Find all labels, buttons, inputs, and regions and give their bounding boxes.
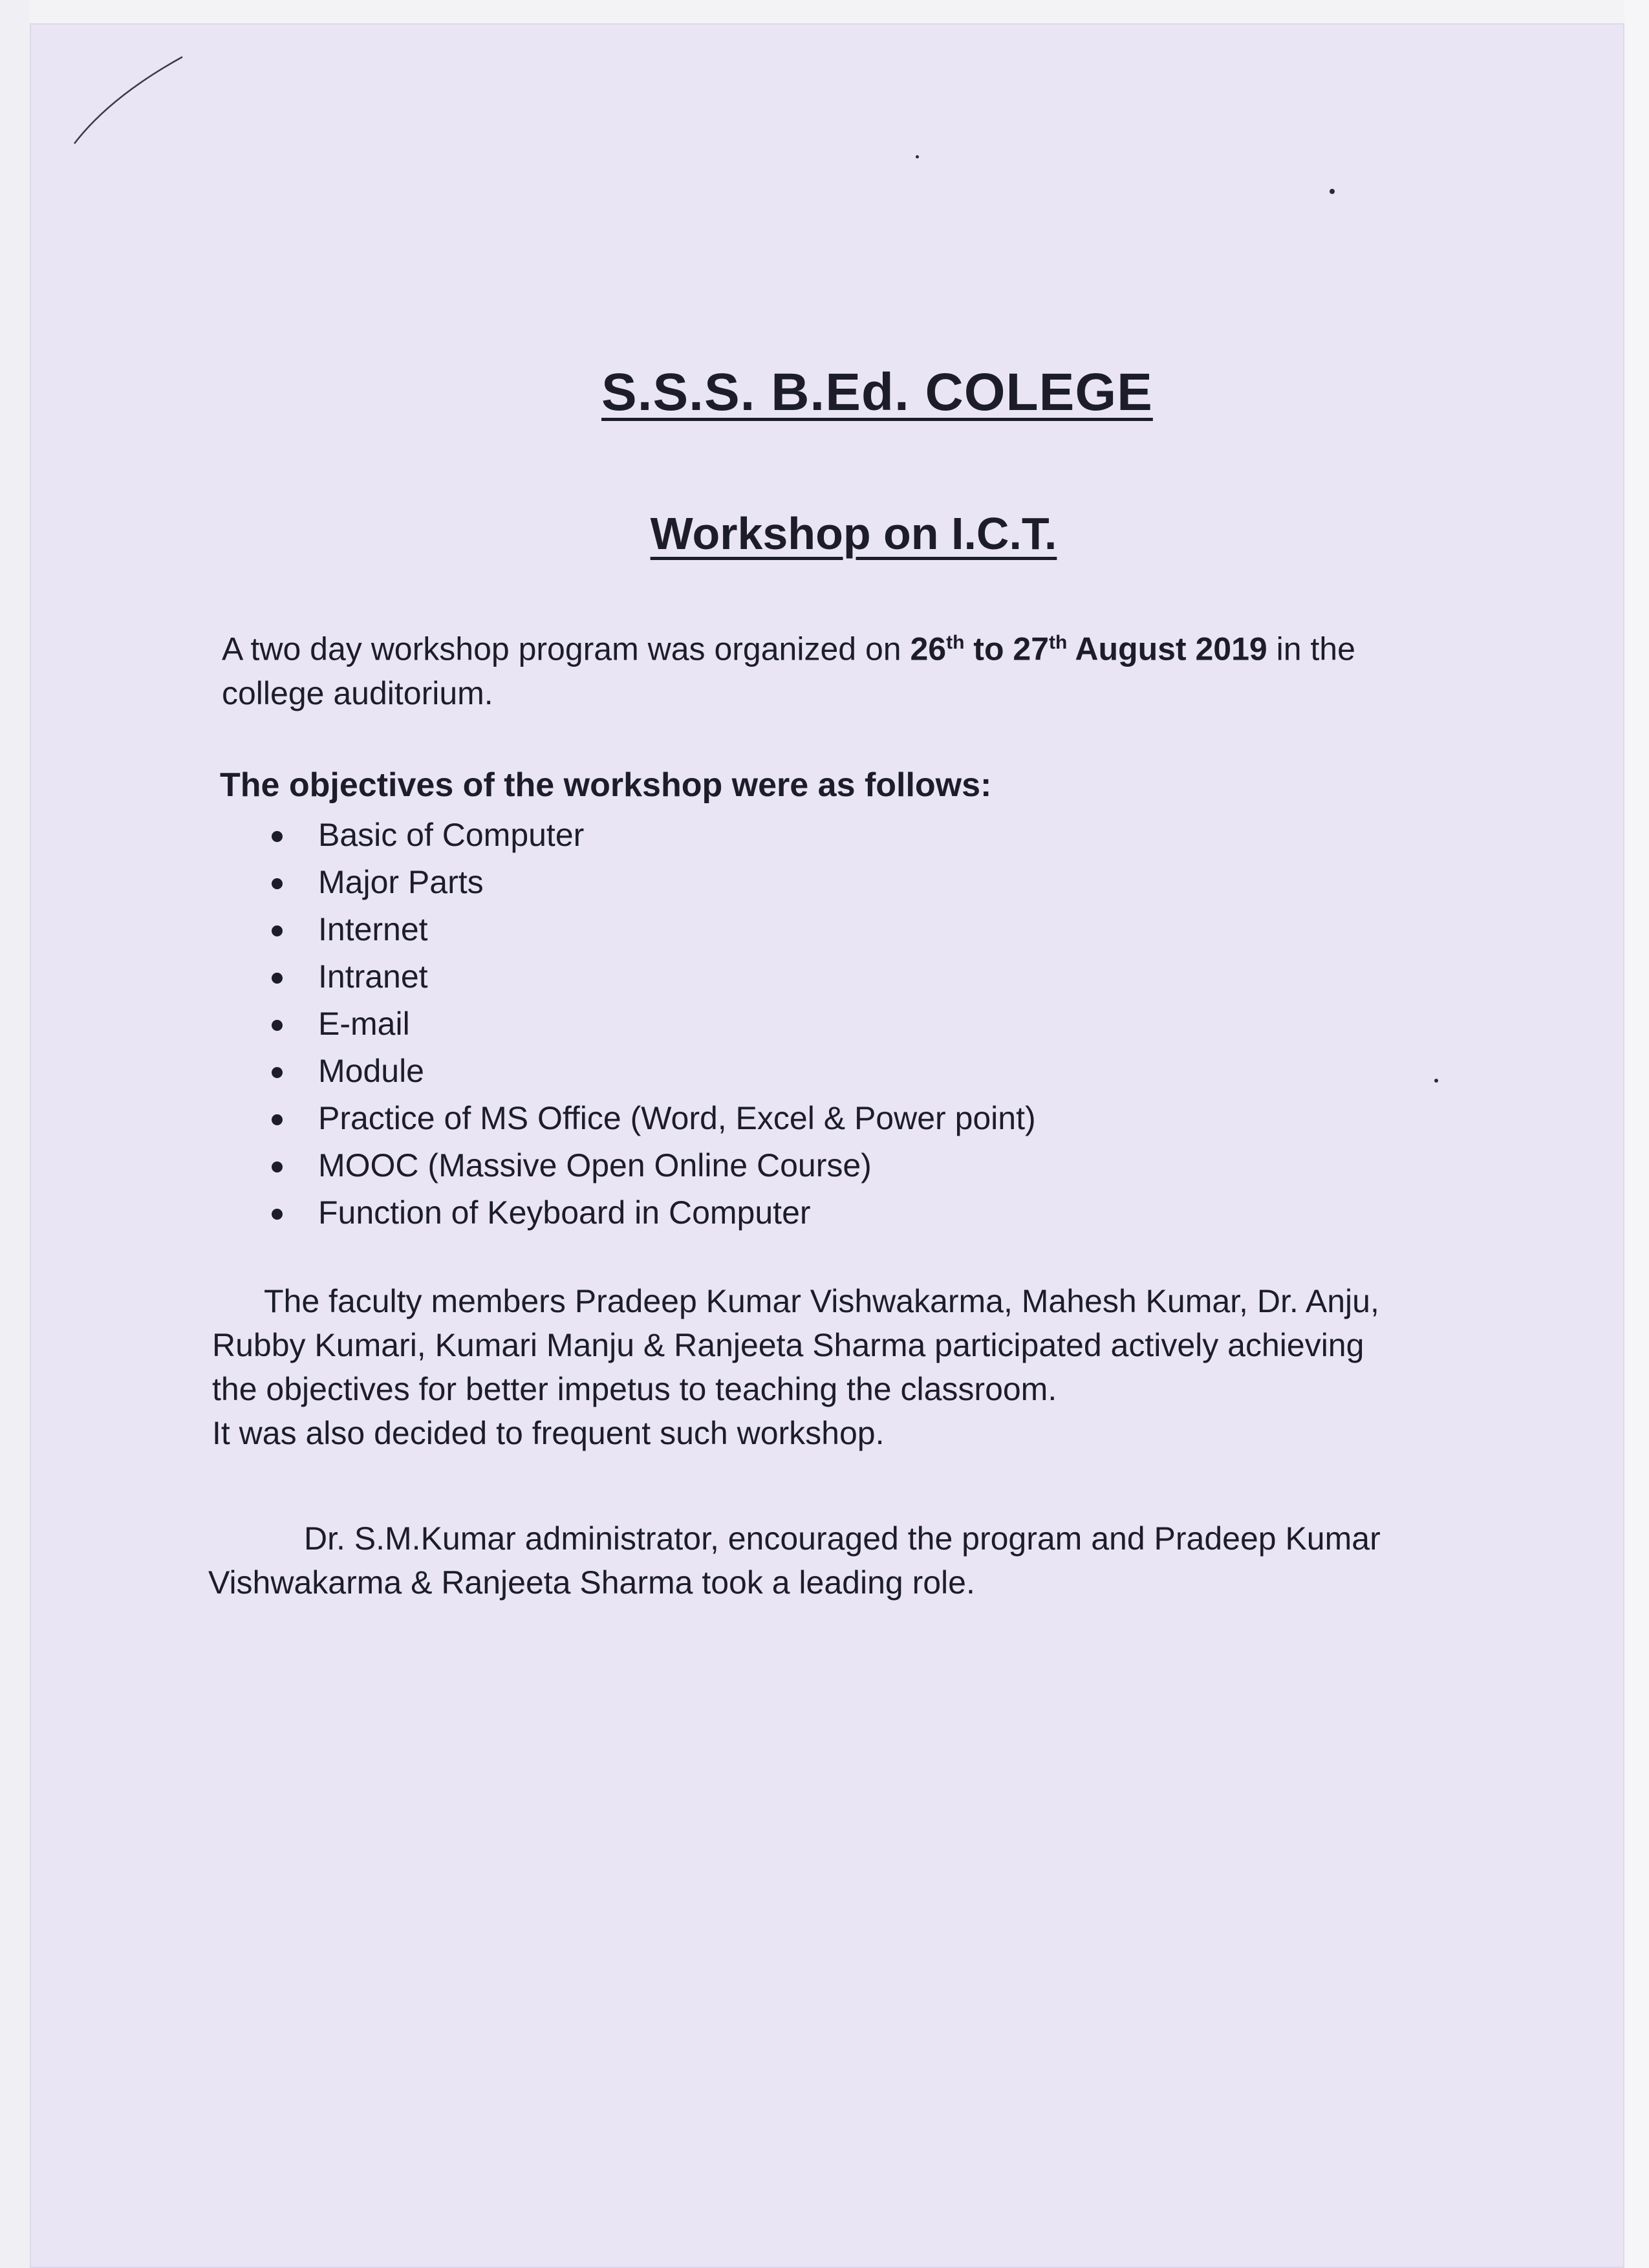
list-item: Basic of Computer (259, 812, 1036, 859)
list-item: E-mail (259, 1000, 1036, 1048)
ink-speck (1434, 1079, 1438, 1083)
faculty-line: It was also decided to frequent such workshop. (212, 1415, 885, 1451)
list-item: Major Parts (259, 859, 1036, 906)
objectives-list (259, 812, 1036, 1237)
month-year: August 2019 (1067, 631, 1267, 667)
college-name-heading: S.S.S. B.Ed. COLEGE (601, 363, 1153, 422)
intro-line-1 (222, 621, 1355, 671)
list-item: MOOC (Massive Open Online Course) (259, 1142, 1036, 1189)
start-day-suffix: th (946, 632, 965, 653)
faculty-line: Rubby Kumari, Kumari Manju & Ranjeeta Sharma participated actively achieving (212, 1327, 1364, 1363)
faculty-paragraph (212, 1279, 1379, 1455)
start-day: 26 (910, 631, 947, 667)
objectives-heading: The objectives of the workshop were as follows: (220, 766, 992, 804)
list-item: Practice of MS Office (Word, Excel & Power point) (259, 1095, 1036, 1142)
intro-text-before: A two day workshop program was organized on (222, 631, 911, 667)
admin-line: Vishwakarma & Ranjeeta Sharma took a leading role. (208, 1564, 975, 1601)
list-item: Module (259, 1048, 1036, 1095)
ink-speck (916, 155, 919, 158)
list-item: Intranet (259, 953, 1036, 1000)
admin-line: Dr. S.M.Kumar administrator, encouraged the program and Pradeep Kumar (304, 1520, 1381, 1557)
ink-speck (1330, 189, 1335, 194)
workshop-title-heading: Workshop on I.C.T. (650, 508, 1057, 559)
end-day-suffix: th (1049, 632, 1068, 653)
faculty-line: The faculty members Pradeep Kumar Vishwakarma, Mahesh Kumar, Dr. Anju, (264, 1283, 1379, 1319)
to-word: to (964, 631, 1013, 667)
faculty-line: the objectives for better impetus to teaching the classroom. (212, 1371, 1057, 1407)
intro-paragraph (222, 621, 1355, 715)
list-item: Function of Keyboard in Computer (259, 1189, 1036, 1237)
intro-line-2: college auditorium. (222, 675, 493, 711)
end-day: 27 (1013, 631, 1050, 667)
admin-paragraph (208, 1517, 1381, 1604)
intro-text-after: in the (1267, 631, 1355, 667)
list-item: Internet (259, 906, 1036, 953)
